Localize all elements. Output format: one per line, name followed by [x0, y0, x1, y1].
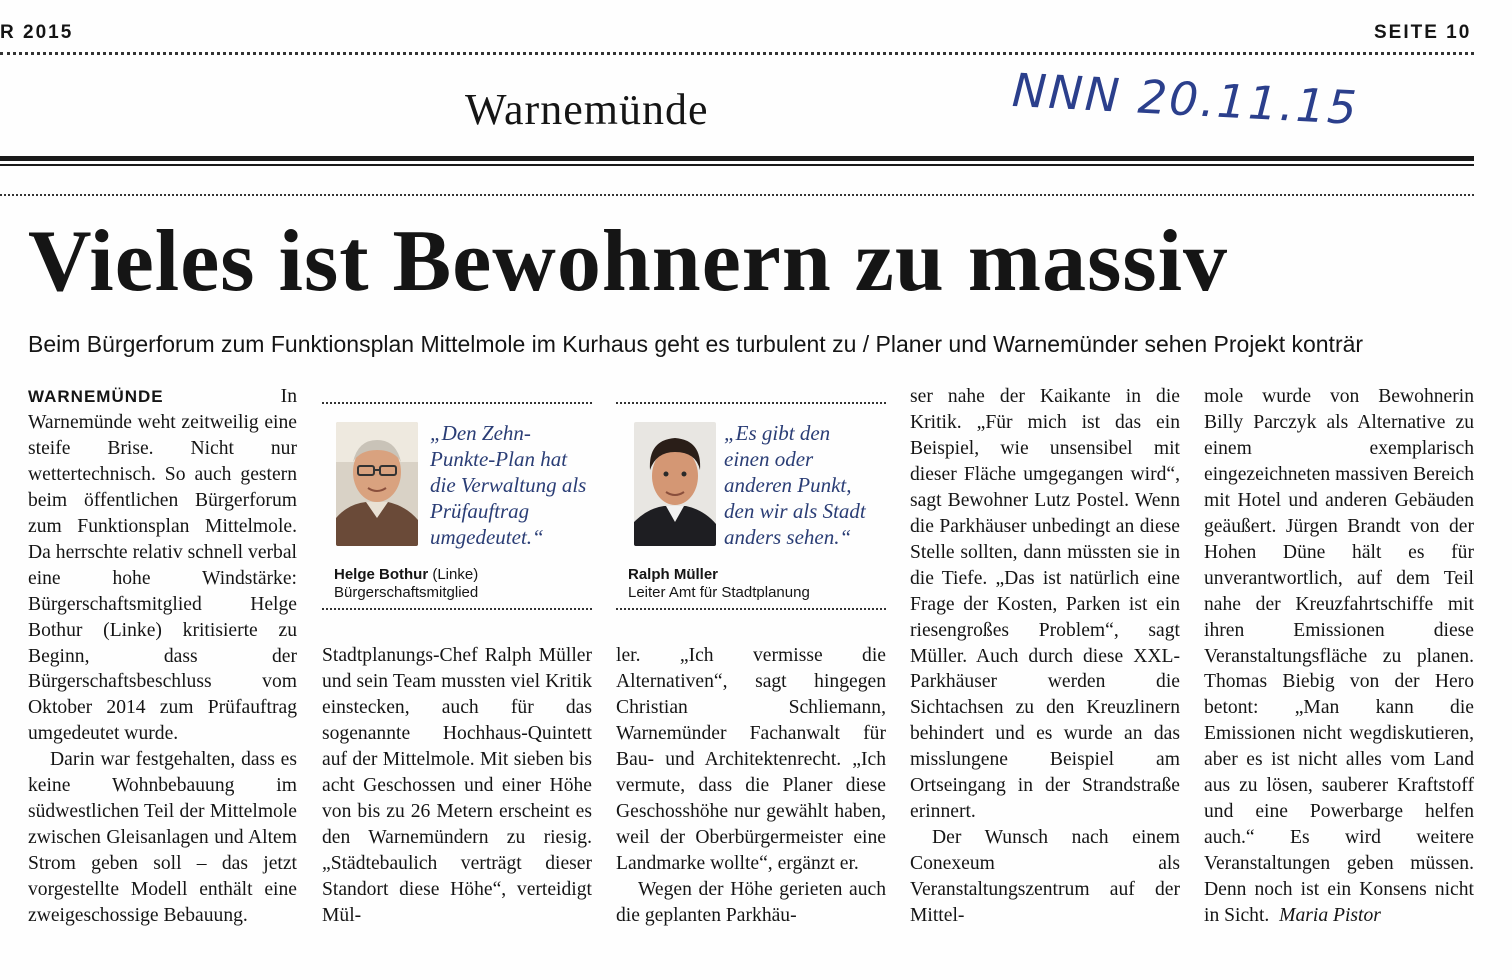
handwritten-date-note: NNN 20.11.15 — [1010, 62, 1360, 136]
header-rule-thick — [0, 156, 1474, 161]
article-column-5 — [1204, 384, 1474, 929]
column-5-paragraph-1: mole wurde von Bewohnerin Billy Parczyk als Alternative zu einem exemplarisch eingezeichneten massiven Bereich mit Hotel und anderen Gebäuden geäußert. Jürgen Brandt von der Hohen Düne hält es für unverantwortlich, auf dem Teil nahe der Kreuzfahrtschiffe mit ihren Emissionen diese Veranstaltungsfläche zu planen. Thomas Biebig von der Hero betont: „Man kann die Emissionen nicht wegdiskutieren, aber es ist nicht alles vom Land aus zu lösen, sauberer Kraftstoff und eine Powerbarge helfen auch.“ Es wird weitere Veranstaltungen geben müssen. Denn noch ist ein Konsens nicht in Sicht. — [1204, 386, 1474, 927]
speaker-name: Ralph Müller — [628, 566, 719, 583]
column-1-paragraph-2: Darin war festgehalten, dass es keine Wohnbebauung im südwestlichen Teil der Mittelmole zwischen Gleisanlagen und Altem Strom geben soll – das jetzt vorgestellte Modell enthält eine zweigeschossige Bebauung. — [28, 749, 297, 927]
author-byline: Maria Pistor — [1279, 905, 1381, 927]
quote-1-top-rule — [322, 402, 592, 404]
column-4-paragraph-1: ser nahe der Kaikante in die Kritik. „Für mich ist das ein Beispiel, wie unsensibel mit dieser Fläche umgegangen wird“, sagt Bewohner Lutz Postel. Wenn die Parkhäuser unbedingt an diese Stelle sollten, dann müssten sie in die Tiefe. „Das ist natürlich eine Frage der Kosten, Parken ist ein riesengroßes Problem“, sagt Müller. Auch durch diese XXL-Parkhäuser werden die Sichtachsen zu den Kreuzlinern behindert und es wurde an das misslungene Beispiel am Ortseingang in der Strandstraße erinnert. — [910, 386, 1180, 823]
subheadline: Beim Bürgerforum zum Funktionsplan Mittelmole im Kurhaus geht es turbulent zu / Planer und Warnemünder sehen Projekt konträr — [28, 331, 1364, 357]
article-column-1 — [28, 384, 297, 929]
speaker-role: Bürgerschaftsmitglied — [334, 584, 479, 601]
quote-2-top-rule — [616, 402, 886, 404]
section-title: Warnemünde — [465, 85, 709, 134]
quote-attribution — [628, 566, 810, 602]
page-number: SEITE 10 — [1374, 22, 1472, 43]
quote-box-helge-bothur — [322, 410, 592, 608]
column-3-paragraph-1: ler. „Ich vermisse die Alternativen“, sagt hingegen Christian Schliemann, Warnemünder Fachanwalt für Bau- und Architektenrecht. „Ich vermute, dass die Planer diese Geschosshöhe nur gewählt haben, weil der Oberbürgermeister eine Landmarke wollte“, ergänzt er. — [616, 645, 886, 874]
top-dotted-rule — [0, 52, 1474, 55]
quote-text: „Es gibt den einen oder anderen Punkt, den wir als Stadt anders sehen.“ — [724, 421, 866, 549]
headline: Vieles ist Bewohnern zu massiv — [28, 213, 1229, 310]
column-3-paragraph-2: Wegen der Höhe gerieten auch die geplanten Parkhäu- — [616, 878, 886, 926]
column-1-paragraph-1: In Warnemünde weht zeitweilig eine steife Brise. Nicht nur wettertechnisch. So auch gestern beim öffentlichen Bürgerforum zum Funktionsplan Mittelmole. Da herrschte relativ schnell verbal eine hohe Windstärke: Bürgerschaftsmitglied Helge Bothur (Linke) kritisierte zu Beginn, dass der Bürgerschaftsbeschluss vom Oktober 2014 zum Prüfauftrag umgedeutet wurde. — [28, 386, 297, 745]
column-2-paragraph-1: Stadtplanungs-Chef Ralph Müller und sein Team mussten viel Kritik einstecken, auch für das sogenannte Hochhaus-Quintett auf der Mittelmole. Mit sieben bis acht Geschossen und einer Höhe von bis zu 26 Metern erscheint es den Warnemündern zu riesig. „Städtebaulich verträgt dieser Standort diese Höhe“, verteidigt Mül- — [322, 645, 592, 926]
portrait-photo-ralph-mueller — [634, 422, 716, 546]
quote-attribution — [334, 566, 478, 602]
article-column-2 — [322, 643, 592, 928]
dateline: WARNEMÜNDE — [28, 387, 164, 406]
portrait-photo-helge-bothur — [336, 422, 418, 546]
header-rule-thin — [0, 164, 1474, 166]
date-fragment: R 2015 — [0, 22, 74, 43]
speaker-party: (Linke) — [432, 566, 479, 583]
article-column-4 — [910, 384, 1180, 929]
quote-box-ralph-mueller — [616, 410, 886, 608]
article-top-dotted-rule — [0, 194, 1474, 196]
quote-1-bottom-rule — [322, 608, 592, 610]
quote-text: „Den Zehn-Punkte-Plan hat die Verwaltung als Prüfauftrag umgedeutet.“ — [430, 421, 587, 549]
column-4-paragraph-2: Der Wunsch nach einem Conexeum als Veranstaltungszentrum auf der Mittel- — [910, 827, 1180, 927]
speaker-role: Leiter Amt für Stadtplanung — [628, 584, 810, 601]
quote-2-bottom-rule — [616, 608, 886, 610]
article-column-3 — [616, 643, 886, 928]
speaker-name: Helge Bothur — [334, 566, 429, 583]
